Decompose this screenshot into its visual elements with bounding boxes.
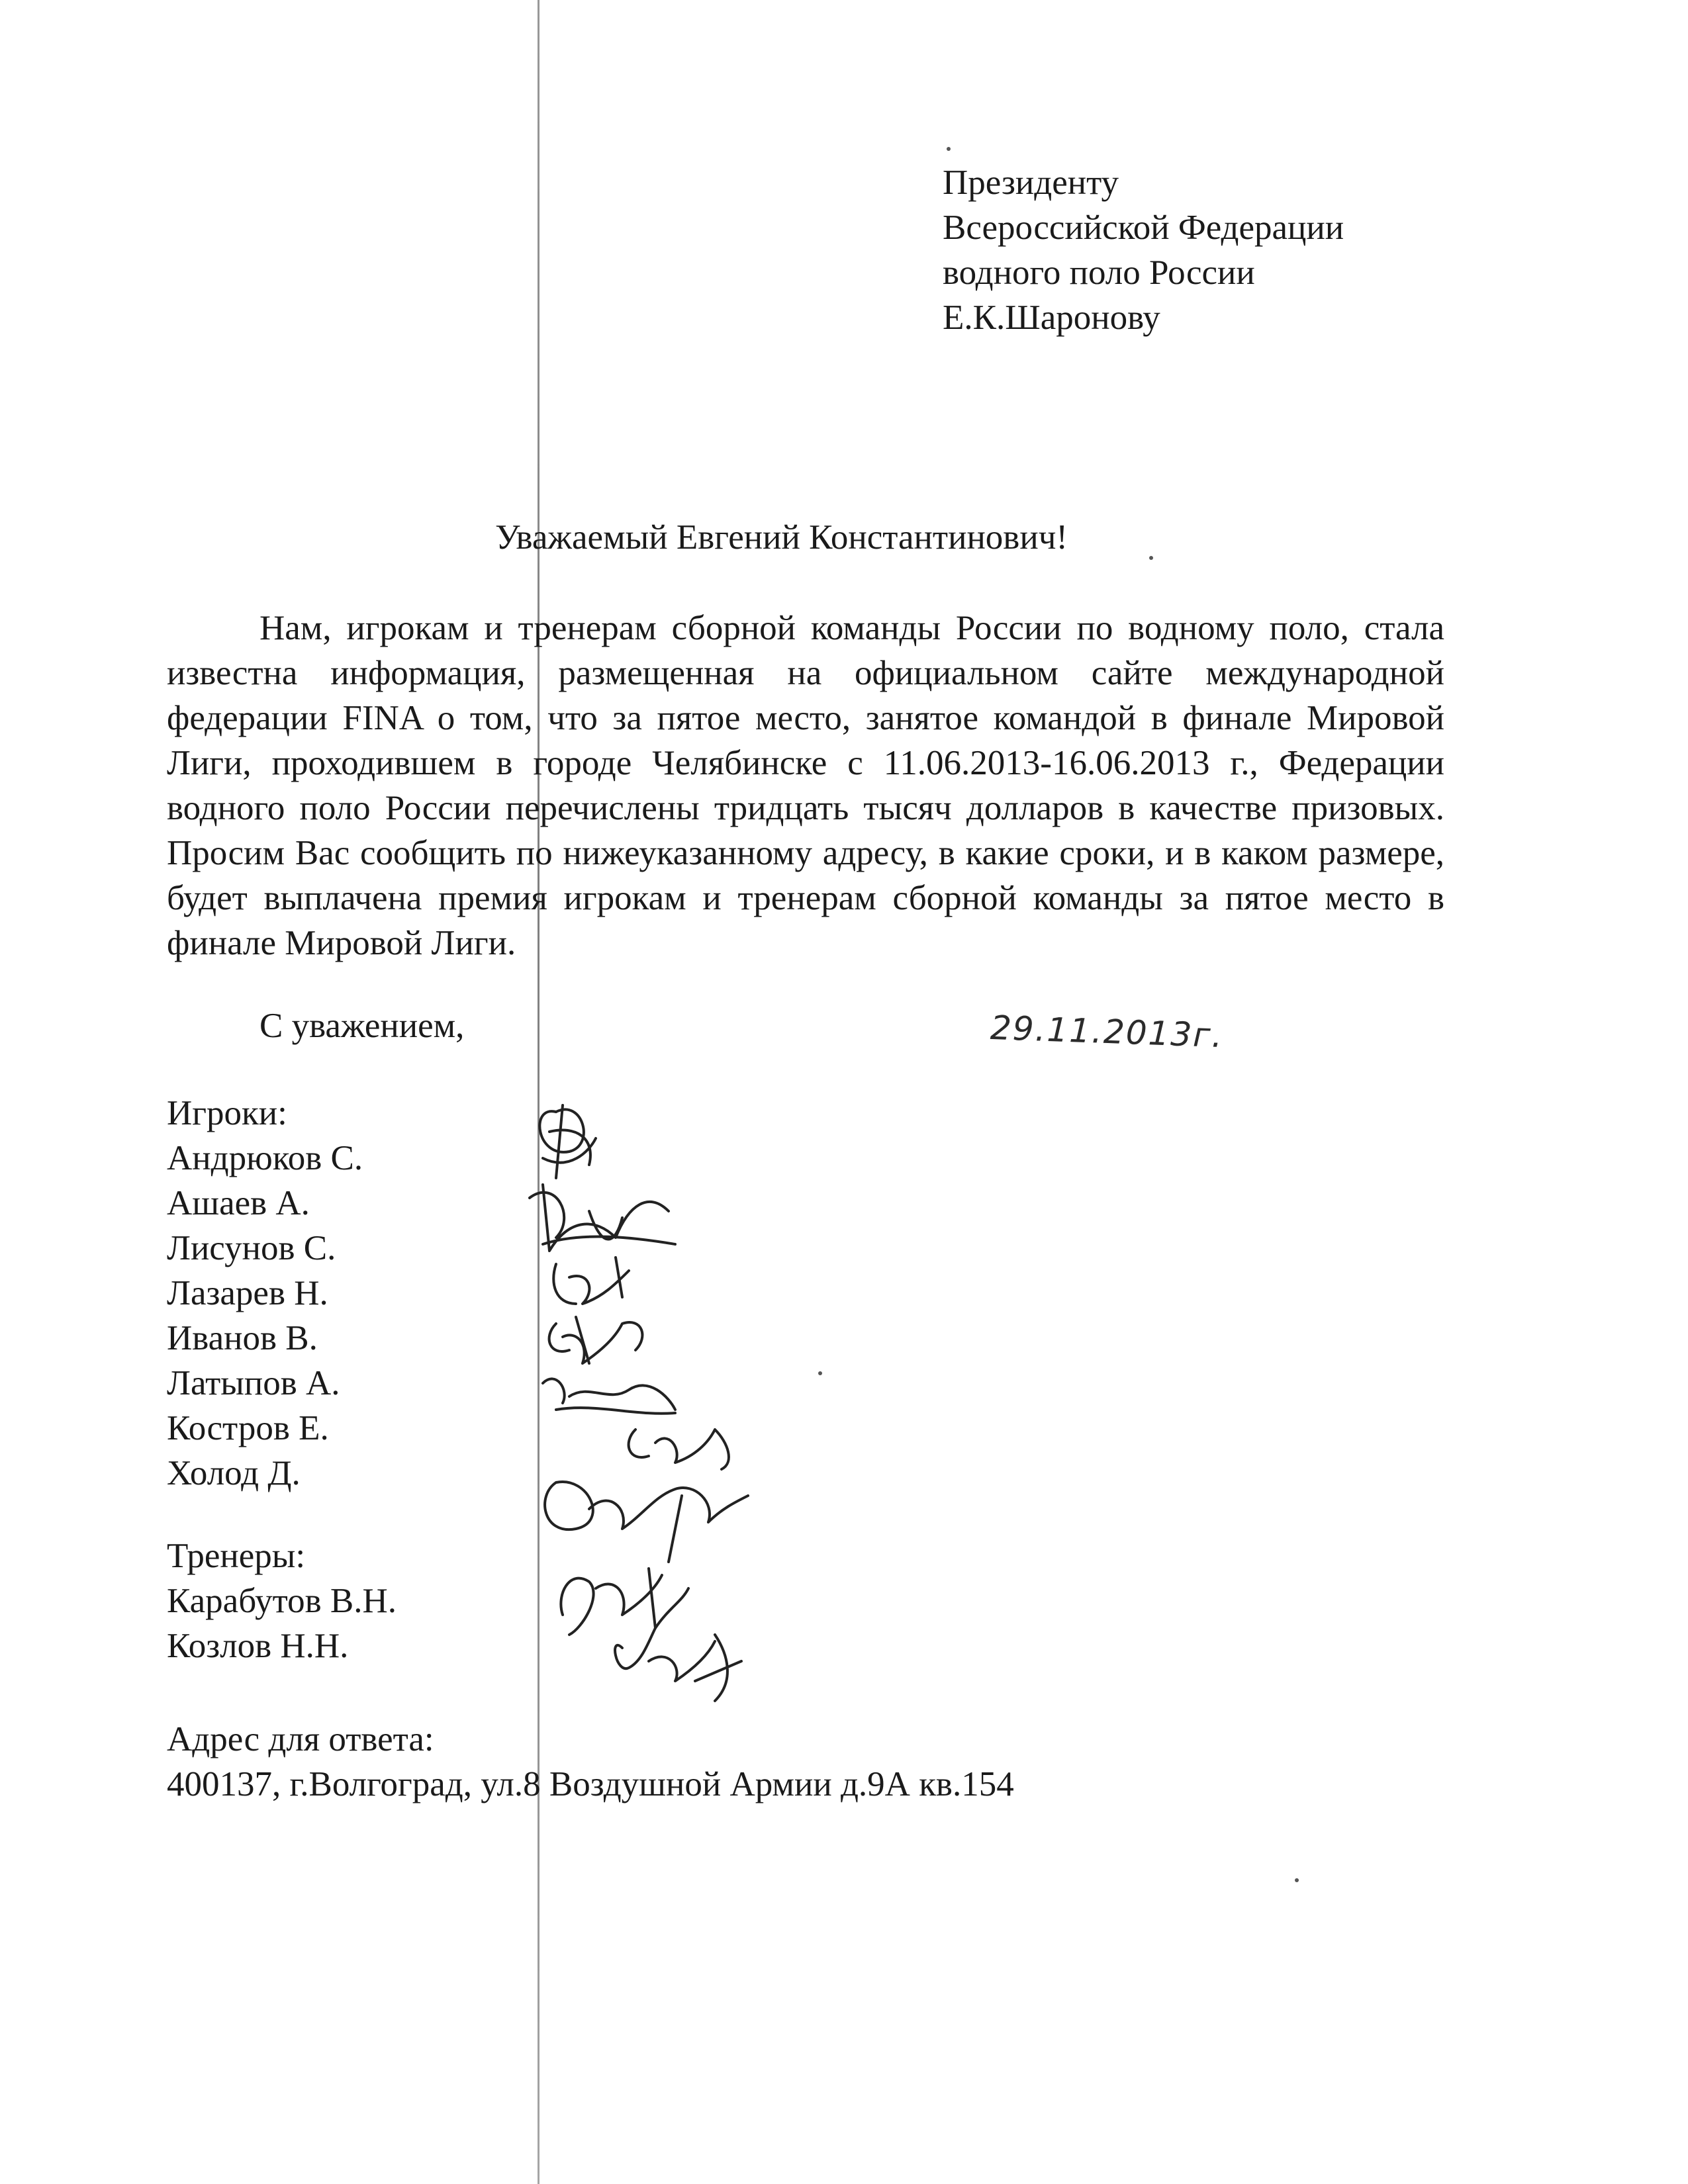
player-name: Латыпов А. [167, 1364, 340, 1402]
addressee-line: Президенту [943, 163, 1119, 202]
letter-body: Нам, игрокам и тренерам сборной команды России по водному поло, стала известна информация, размещенная на официальном сайте международной федерации FINA о том, что за пятое место, занятое командой в финале Мировой Лиги, проходившем в городе Челябинске с 11.06.2013-16.06.2013 г., Федерации водного поло России перечислены тридцать тысяч долларов в качестве призовых. Просим Вас сообщить по нижеуказанному адресу, в какие сроки, и в каком размере, будет выплачена премия игрокам и тренерам сборной команды за пятое место в финале Мировой Лиги. [167, 609, 1444, 962]
signature-scribble [539, 1105, 596, 1178]
scan-speck [947, 147, 951, 151]
signature-scribble [615, 1628, 741, 1701]
player-name: Лисунов С. [167, 1229, 336, 1267]
addressee-line: Е.К.Шаронову [943, 298, 1160, 337]
addressee-line: водного поло России [943, 253, 1255, 292]
closing: С уважением, [259, 1007, 465, 1045]
reply-address: 400137, г.Волгоград, ул.8 Воздушной Армии д.9А кв.154 [167, 1765, 1014, 1803]
player-name: Холод Д. [167, 1454, 301, 1492]
players-list [167, 1091, 363, 1496]
signatures-drawing [516, 1085, 821, 1721]
player-name: Иванов В. [167, 1319, 318, 1357]
addressee-line: Всероссийской Федерации [943, 208, 1344, 247]
signature-scribble [543, 1379, 675, 1413]
player-name: Андрюков С. [167, 1139, 363, 1177]
handwritten-date: 29.11.2013г. [990, 1008, 1225, 1056]
player-name: Ашаев А. [167, 1184, 310, 1222]
player-name: Костров Е. [167, 1409, 329, 1447]
player-name: Лазарев Н. [167, 1274, 328, 1312]
coach-name: Козлов Н.Н. [167, 1627, 349, 1665]
salutation: Уважаемый Евгений Константинович! [495, 518, 1068, 557]
signature-scribble [629, 1430, 729, 1469]
scan-speck [1295, 1878, 1299, 1882]
signature-scribble [530, 1185, 675, 1251]
coaches-list [167, 1533, 397, 1668]
addressee-block [943, 160, 1344, 340]
coaches-heading: Тренеры: [167, 1537, 306, 1575]
signature-scribble [561, 1569, 688, 1635]
reply-heading: Адрес для ответа: [167, 1720, 434, 1758]
reply-address-block [167, 1717, 1014, 1807]
scan-speck [1149, 556, 1153, 560]
signature-scribble [549, 1317, 643, 1363]
signature-scribble [545, 1482, 748, 1562]
signatures-column [516, 1085, 821, 1721]
signature-scribble [553, 1257, 629, 1304]
players-heading: Игроки: [167, 1094, 287, 1132]
coach-name: Карабутов В.Н. [167, 1582, 397, 1620]
